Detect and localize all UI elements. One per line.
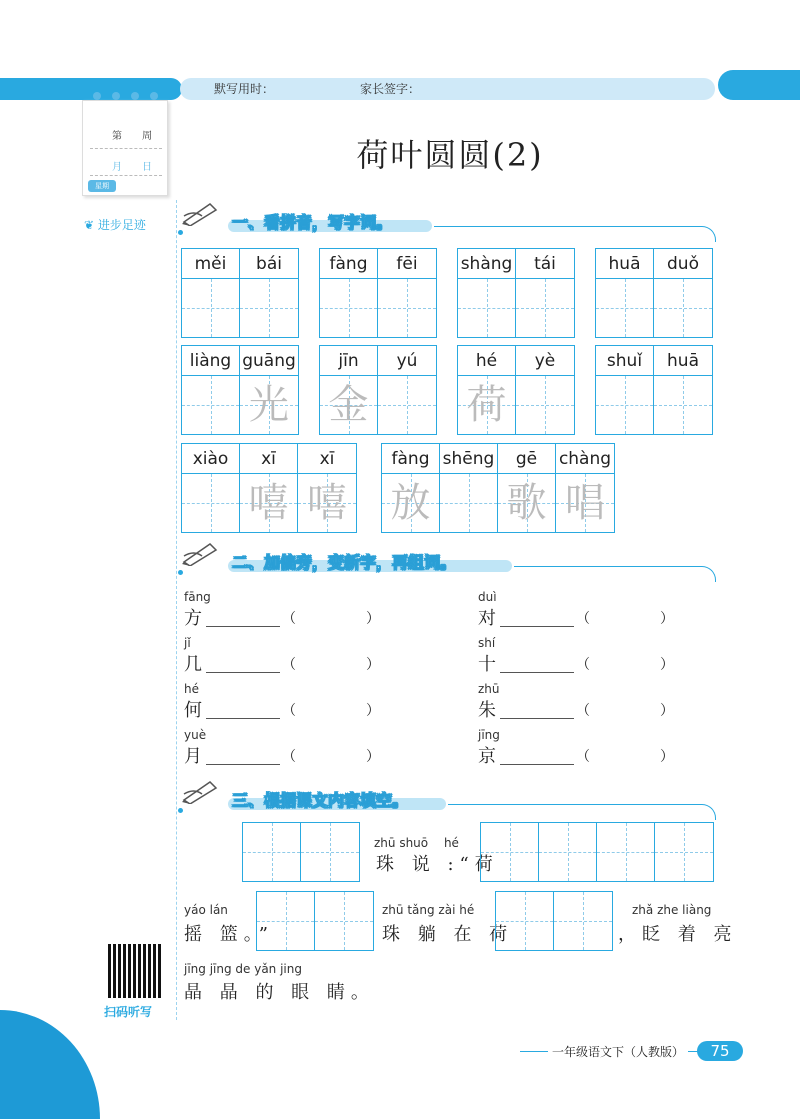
writing-cell[interactable]: [320, 376, 377, 434]
writing-cell[interactable]: [654, 376, 712, 434]
paren-close: ）: [660, 749, 674, 765]
pinyin-label: tái: [516, 249, 574, 279]
pinyin-label: bái: [240, 249, 298, 279]
bullet-dot: [178, 570, 183, 575]
answer-blank[interactable]: [206, 718, 280, 719]
pinyin-label: shuǐ: [596, 346, 653, 376]
char-column: [382, 444, 440, 532]
pinyin-word-group: [595, 345, 713, 435]
pencil-icon: [180, 540, 220, 566]
char-column: [654, 346, 712, 434]
pinyin-word-group: [181, 443, 357, 533]
writing-cell[interactable]: [315, 892, 373, 950]
pinyin-word-group: [181, 248, 299, 338]
base-character: 朱: [478, 700, 496, 721]
pinyin-label: huā: [596, 249, 653, 279]
book-label: 一年级语文下（人教版）: [548, 1043, 688, 1060]
writing-cell[interactable]: [440, 474, 497, 532]
base-character: 对: [478, 608, 496, 629]
paren-close: ）: [660, 703, 674, 719]
writing-cell[interactable]: [240, 376, 298, 434]
trace-character: [320, 279, 377, 337]
writing-cell[interactable]: [243, 823, 301, 881]
pinyin-label: duǒ: [654, 249, 712, 279]
answer-blank[interactable]: [500, 672, 574, 673]
pinyin-label: fàng: [320, 249, 377, 279]
trace-character: [516, 279, 574, 337]
char-column: [596, 346, 654, 434]
ring-icon: [112, 92, 120, 100]
dictation-time-label: 默写用时：: [214, 82, 275, 96]
trace-character: 放: [390, 480, 431, 526]
paren-open: （: [576, 703, 590, 719]
trace-character: 嘻: [248, 480, 289, 526]
writing-grid[interactable]: [256, 891, 374, 951]
footprint-icon: ❦: [84, 218, 95, 232]
writing-cell[interactable]: [516, 376, 574, 434]
bullet-dot: [178, 230, 183, 235]
trace-character: 荷: [466, 382, 507, 428]
paren-close: ）: [366, 611, 380, 627]
pinyin-label: yú: [378, 346, 436, 376]
pinyin-row-1: [181, 248, 713, 338]
trace-character: 歌: [506, 480, 547, 526]
char-column: [378, 249, 436, 337]
char-column: [654, 249, 712, 337]
writing-cell[interactable]: [654, 279, 712, 337]
section-2-title: 二、加偏旁，变新字，再组词。: [232, 553, 457, 572]
writing-cell[interactable]: [498, 474, 555, 532]
week-label: 第 周: [112, 131, 152, 142]
pinyin-label: shàng: [458, 249, 515, 279]
side-divider: [176, 200, 177, 1020]
pinyin-label: chàng: [556, 444, 614, 474]
writing-cell[interactable]: [320, 279, 377, 337]
progress-footprints-label: ❦ 进步足迹: [84, 218, 146, 232]
writing-cell[interactable]: [257, 892, 315, 950]
pinyin-label: fēi: [378, 249, 436, 279]
answer-blank[interactable]: [206, 764, 280, 765]
trace-character: [458, 279, 515, 337]
paren-open: （: [576, 749, 590, 765]
pinyin-label: guāng: [240, 346, 298, 376]
writing-cell[interactable]: [378, 279, 436, 337]
weekday-badge: 星期: [88, 180, 116, 192]
writing-cell[interactable]: [240, 474, 297, 532]
writing-cell[interactable]: [596, 376, 653, 434]
writing-cell[interactable]: [655, 823, 713, 881]
char-column: [320, 249, 378, 337]
trace-character: [182, 279, 239, 337]
pinyin-word-group: [181, 345, 299, 435]
paren-open: （: [576, 657, 590, 673]
paren-close: ）: [366, 703, 380, 719]
pinyin-label: hé: [458, 346, 515, 376]
pinyin-word-group: [595, 248, 713, 338]
bullet-dot: [178, 808, 183, 813]
writing-cell[interactable]: [597, 823, 655, 881]
text-line: 珠 躺 在 荷: [382, 924, 514, 945]
writing-cell[interactable]: [516, 279, 574, 337]
trace-character: [440, 474, 497, 532]
base-character: 月: [184, 746, 202, 767]
writing-cell[interactable]: [182, 474, 239, 532]
pinyin-line: yáo lán: [184, 903, 228, 917]
pinyin-label: jǐ: [184, 636, 191, 650]
section-rule: [448, 804, 716, 820]
parent-signature-label: 家长签字：: [360, 82, 421, 96]
date-label: 月 日: [112, 162, 152, 173]
pinyin-label: měi: [182, 249, 239, 279]
writing-cell[interactable]: [182, 376, 239, 434]
top-bar-right: [718, 70, 800, 100]
char-column: [182, 346, 240, 434]
pinyin-row-2: [181, 345, 713, 435]
base-character: 京: [478, 746, 496, 767]
pinyin-label: gē: [498, 444, 555, 474]
trace-character: 光: [249, 382, 289, 428]
qr-code-image[interactable]: [108, 944, 162, 998]
trace-character: [182, 376, 239, 434]
char-column: [516, 346, 574, 434]
pinyin-label: xiào: [182, 444, 239, 474]
paren-open: （: [576, 611, 590, 627]
pinyin-word-group: [319, 345, 437, 435]
paren-open: （: [282, 703, 296, 719]
trace-character: [378, 376, 436, 434]
pinyin-word-group: [457, 345, 575, 435]
answer-blank[interactable]: [500, 718, 574, 719]
pinyin-line: zhǎ zhe liàng: [632, 903, 712, 917]
pinyin-row-3: [181, 443, 615, 533]
writing-cell[interactable]: [539, 823, 597, 881]
char-column: [498, 444, 556, 532]
char-column: [182, 249, 240, 337]
base-character: 方: [184, 608, 202, 629]
paren-open: （: [282, 611, 296, 627]
ring-icon: [150, 92, 158, 100]
pinyin-label: fàng: [382, 444, 439, 474]
answer-blank[interactable]: [500, 764, 574, 765]
pinyin-label: yè: [516, 346, 574, 376]
text-line: 晶 晶 的 眼 睛。: [184, 982, 375, 1003]
writing-cell[interactable]: [240, 279, 298, 337]
answer-blank[interactable]: [206, 672, 280, 673]
page-number: 75: [697, 1041, 743, 1061]
pinyin-line: zhū shuō hé: [374, 836, 459, 850]
trace-character: [182, 474, 239, 532]
char-column: [240, 249, 298, 337]
char-column: [516, 249, 574, 337]
trace-character: 金: [328, 382, 369, 428]
trace-character: [654, 279, 712, 337]
char-column: [596, 249, 654, 337]
pinyin-word-group: [319, 248, 437, 338]
pinyin-label: jīng: [478, 728, 500, 742]
pinyin-label: hé: [184, 682, 199, 696]
trace-character: [378, 279, 436, 337]
paren-open: （: [282, 657, 296, 673]
base-character: 几: [184, 654, 202, 675]
writing-cell[interactable]: [458, 279, 515, 337]
pinyin-label: liàng: [182, 346, 239, 376]
pinyin-label: xī: [298, 444, 356, 474]
char-column: [298, 444, 356, 532]
base-character: 十: [478, 654, 496, 675]
char-column: [440, 444, 498, 532]
pinyin-label: jīn: [320, 346, 377, 376]
text-line: 摇 篮。”: [184, 924, 274, 945]
section-rule: [434, 226, 716, 242]
section-rule: [514, 566, 716, 582]
writing-cell[interactable]: [182, 279, 239, 337]
writing-grid[interactable]: [480, 822, 714, 882]
trace-character: [596, 376, 653, 434]
pinyin-label: duì: [478, 590, 497, 604]
ring-icon: [131, 92, 139, 100]
pinyin-word-group: [457, 248, 575, 338]
trace-character: [596, 279, 653, 337]
writing-grid[interactable]: [242, 822, 360, 882]
pinyin-label: yuè: [184, 728, 207, 742]
trace-character: 嘻: [307, 480, 347, 526]
char-column: [458, 249, 516, 337]
writing-cell[interactable]: [596, 279, 653, 337]
char-column: [458, 346, 516, 434]
pinyin-label: xī: [240, 444, 297, 474]
char-column: [182, 444, 240, 532]
writing-cell[interactable]: [458, 376, 515, 434]
char-column: [320, 346, 378, 434]
paren-close: ）: [366, 749, 380, 765]
writing-grid[interactable]: [495, 891, 613, 951]
trace-character: [654, 376, 712, 434]
pinyin-label: shēng: [440, 444, 497, 474]
paren-open: （: [282, 749, 296, 765]
pencil-icon: [180, 200, 220, 226]
pinyin-label: huā: [654, 346, 712, 376]
writing-cell[interactable]: [298, 474, 356, 532]
char-column: [378, 346, 436, 434]
text-line: ，眨 着 亮: [618, 924, 738, 945]
base-character: 何: [184, 700, 202, 721]
char-column: [240, 346, 298, 434]
answer-blank[interactable]: [500, 626, 574, 627]
pencil-icon: [180, 778, 220, 804]
section-3-title: 三、根据课文内容填空。: [232, 791, 409, 810]
pinyin-line: jīng jīng de yǎn jing: [184, 962, 302, 976]
writing-cell[interactable]: [481, 823, 539, 881]
pinyin-line: zhū tǎng zài hé: [382, 903, 475, 917]
page-title: 荷叶圆圆(2): [356, 136, 544, 174]
pinyin-label: fāng: [184, 590, 211, 604]
text-line: 珠 说 :“荷: [376, 854, 499, 875]
corner-decoration: [0, 1010, 100, 1119]
pinyin-label: zhū: [478, 682, 500, 696]
answer-blank[interactable]: [206, 626, 280, 627]
paren-close: ）: [660, 657, 674, 673]
section-1-title: 一、看拼音，写字词。: [232, 213, 393, 232]
char-column: [556, 444, 614, 532]
pinyin-word-group: [381, 443, 615, 533]
pinyin-label: shí: [478, 636, 496, 650]
paren-close: ）: [660, 611, 674, 627]
scan-to-dictate-label: 扫码听写: [104, 1005, 153, 1019]
writing-cell[interactable]: [554, 892, 612, 950]
trace-character: [240, 279, 298, 337]
writing-cell[interactable]: [496, 892, 554, 950]
char-column: [240, 444, 298, 532]
paren-close: ）: [366, 657, 380, 673]
writing-cell[interactable]: [382, 474, 439, 532]
writing-cell[interactable]: [556, 474, 614, 532]
ring-icon: [93, 92, 101, 100]
trace-character: 唱: [565, 480, 605, 526]
writing-cell[interactable]: [378, 376, 436, 434]
trace-character: [516, 376, 574, 434]
writing-cell[interactable]: [301, 823, 359, 881]
